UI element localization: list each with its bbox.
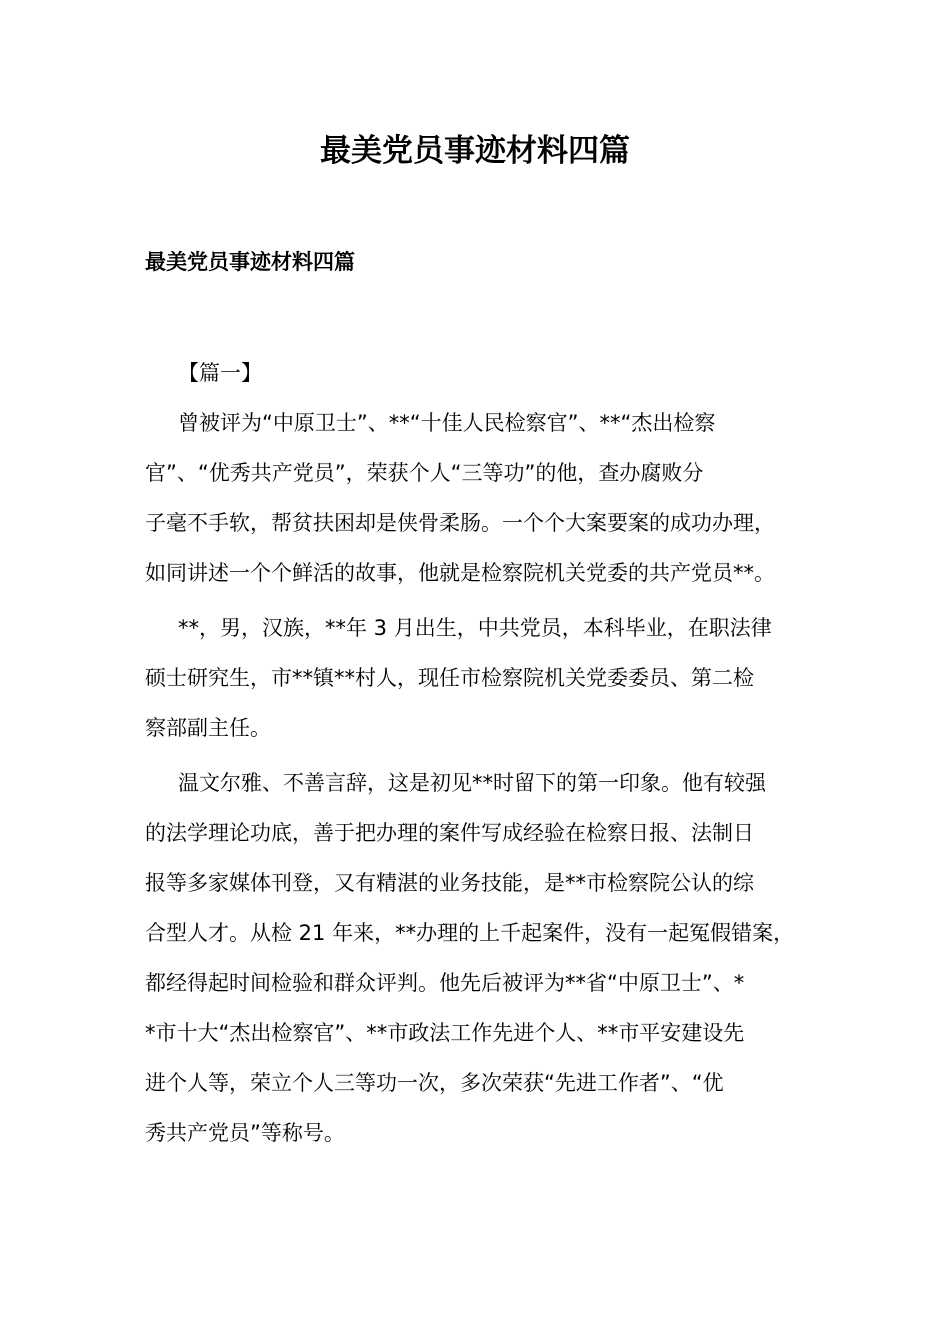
section-heading: 【篇一】 bbox=[178, 361, 262, 385]
text-line: 合型人才。从检 21 年来，**办理的上千起案件，没有一起冤假错案， bbox=[145, 921, 795, 945]
paragraph-1 bbox=[145, 404, 810, 604]
text-line: 硕士研究生，市**镇**村人，现任市检察院机关党委委员、第二检 bbox=[145, 666, 754, 690]
text-line: **，男，汉族，**年 3 月出生，中共党员，本科毕业，在职法律 bbox=[178, 616, 772, 640]
paragraph-3 bbox=[145, 764, 810, 1164]
paragraph-2 bbox=[145, 609, 810, 759]
document-body bbox=[145, 354, 810, 1164]
text-line: 报等多家媒体刊登，又有精湛的业务技能，是**市检察院公认的综 bbox=[145, 871, 754, 895]
text-line: 曾被评为“中原卫士”、**“十佳人民检察官”、**“杰出检察 bbox=[178, 411, 716, 435]
document-title: 最美党员事迹材料四篇 bbox=[320, 133, 630, 169]
text-line: 都经得起时间检验和群众评判。他先后被评为**省“中原卫士”、* bbox=[145, 971, 745, 995]
text-line: 察部副主任。 bbox=[145, 716, 271, 740]
text-line: *市十大“杰出检察官”、**市政法工作先进个人、**市平安建设先 bbox=[145, 1021, 745, 1045]
text-line: 秀共产党员”等称号。 bbox=[145, 1121, 345, 1145]
document-subtitle: 最美党员事迹材料四篇 bbox=[145, 250, 355, 274]
text-line: 进个人等，荣立个人三等功一次，多次荣获“先进工作者”、“优 bbox=[145, 1071, 724, 1095]
text-line: 子毫不手软，帮贫扶困却是侠骨柔肠。一个个大案要案的成功办理， bbox=[145, 511, 775, 535]
text-line: 的法学理论功底，善于把办理的案件写成经验在检察日报、法制日 bbox=[145, 821, 754, 845]
text-line: 官”、“优秀共产党员”，荣获个人“三等功”的他，查办腐败分 bbox=[145, 461, 704, 485]
text-line: 温文尔雅、不善言辞，这是初见**时留下的第一印象。他有较强 bbox=[178, 771, 766, 795]
text-line: 如同讲述一个个鲜活的故事，他就是检察院机关党委的共产党员**。 bbox=[145, 561, 775, 585]
